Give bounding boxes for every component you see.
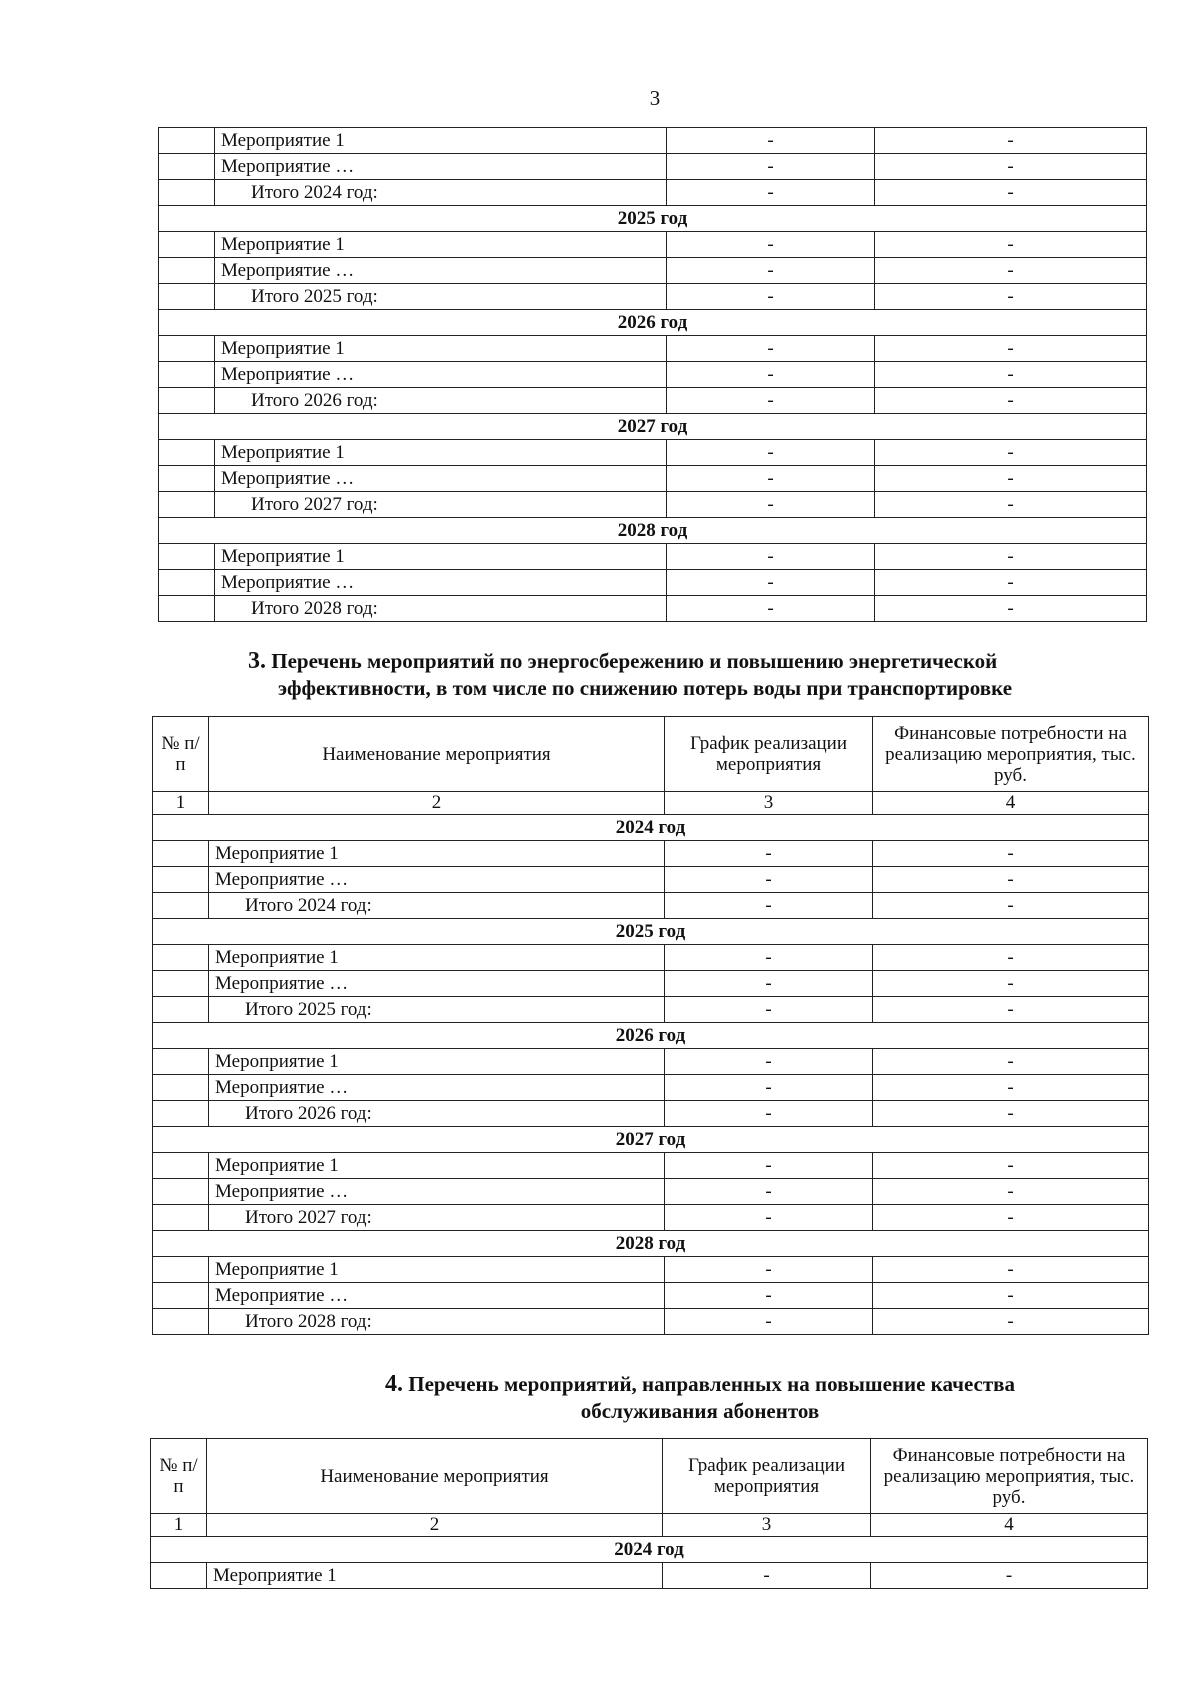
year-label: 2027 год <box>153 1127 1149 1153</box>
header-name: Наименование мероприятия <box>209 717 665 792</box>
table-row <box>153 841 1149 867</box>
finance-cell: - <box>875 362 1147 388</box>
measure-name-cell: Мероприятие … <box>215 570 667 596</box>
year-row <box>151 1537 1148 1563</box>
measure-name-cell: Мероприятие 1 <box>215 336 667 362</box>
total-row <box>159 492 1147 518</box>
measure-name-cell: Мероприятие … <box>215 362 667 388</box>
measure-name-cell: Итого 2027 год: <box>209 1205 665 1231</box>
schedule-cell: - <box>665 1153 873 1179</box>
table-row <box>159 544 1147 570</box>
measure-name-cell: Мероприятие … <box>215 466 667 492</box>
measure-name-cell: Мероприятие … <box>209 1075 665 1101</box>
section-3-title-line-1 <box>248 648 1148 675</box>
column-index-cell: 4 <box>871 1514 1148 1537</box>
measure-name-cell: Итого 2028 год: <box>215 596 667 622</box>
section-4-title-text-2: обслуживания абонентов <box>580 1399 820 1423</box>
row-number-cell <box>153 867 209 893</box>
total-row <box>153 893 1149 919</box>
schedule-cell: - <box>667 388 875 414</box>
schedule-cell: - <box>667 570 875 596</box>
row-number-cell <box>153 1283 209 1309</box>
row-number-cell <box>151 1563 207 1589</box>
schedule-cell: - <box>667 154 875 180</box>
year-row <box>153 919 1149 945</box>
finance-cell: - <box>873 1205 1149 1231</box>
row-number-cell <box>159 336 215 362</box>
finance-cell: - <box>873 1075 1149 1101</box>
schedule-cell: - <box>667 284 875 310</box>
section-3-number: 3. <box>248 648 266 674</box>
measure-name-cell: Итого 2025 год: <box>215 284 667 310</box>
measure-name-cell: Мероприятие 1 <box>215 232 667 258</box>
section-3-table <box>152 716 1149 1335</box>
total-row <box>153 1101 1149 1127</box>
column-index-cell: 1 <box>151 1514 207 1537</box>
finance-cell: - <box>875 596 1147 622</box>
schedule-cell: - <box>665 1049 873 1075</box>
measure-name-cell: Итого 2028 год: <box>209 1309 665 1335</box>
row-number-cell <box>153 893 209 919</box>
row-number-cell <box>159 570 215 596</box>
header-name: Наименование мероприятия <box>207 1439 663 1514</box>
row-number-cell <box>153 997 209 1023</box>
section-3-title <box>248 648 1148 702</box>
year-row <box>159 518 1147 544</box>
row-number-cell <box>159 440 215 466</box>
schedule-cell: - <box>663 1563 871 1589</box>
measure-name-cell: Итого 2024 год: <box>215 180 667 206</box>
year-row <box>159 414 1147 440</box>
table-row <box>159 440 1147 466</box>
column-index-cell: 2 <box>209 792 665 815</box>
total-row <box>159 388 1147 414</box>
schedule-cell: - <box>665 971 873 997</box>
table-row <box>159 466 1147 492</box>
table-row <box>159 362 1147 388</box>
year-label: 2028 год <box>159 518 1147 544</box>
year-label: 2026 год <box>159 310 1147 336</box>
row-number-cell <box>159 258 215 284</box>
continuation-table <box>158 127 1147 622</box>
measure-name-cell: Мероприятие … <box>209 1283 665 1309</box>
year-row <box>159 206 1147 232</box>
table-row <box>153 1049 1149 1075</box>
row-number-cell <box>159 180 215 206</box>
schedule-cell: - <box>667 544 875 570</box>
year-label: 2026 год <box>153 1023 1149 1049</box>
header-row <box>153 717 1149 792</box>
total-row <box>159 180 1147 206</box>
total-row <box>159 284 1147 310</box>
measure-name-cell: Мероприятие … <box>209 971 665 997</box>
schedule-cell: - <box>665 841 873 867</box>
row-number-cell <box>153 971 209 997</box>
measure-name-cell: Мероприятие 1 <box>209 841 665 867</box>
column-index-row <box>151 1514 1148 1537</box>
page-number: 3 <box>649 86 661 110</box>
measure-name-cell: Мероприятие … <box>209 867 665 893</box>
row-number-cell <box>153 841 209 867</box>
finance-cell: - <box>875 440 1147 466</box>
table-row <box>153 1075 1149 1101</box>
schedule-cell: - <box>665 1179 873 1205</box>
year-row <box>153 815 1149 841</box>
finance-cell: - <box>873 841 1149 867</box>
finance-cell: - <box>873 997 1149 1023</box>
table-row <box>153 971 1149 997</box>
row-number-cell <box>153 945 209 971</box>
finance-cell: - <box>873 1179 1149 1205</box>
row-number-cell <box>159 128 215 154</box>
total-row <box>153 1205 1149 1231</box>
schedule-cell: - <box>665 1283 873 1309</box>
finance-cell: - <box>875 466 1147 492</box>
finance-cell: - <box>873 1283 1149 1309</box>
year-label: 2028 год <box>153 1231 1149 1257</box>
row-number-cell <box>159 284 215 310</box>
table-row <box>153 867 1149 893</box>
table-row <box>159 258 1147 284</box>
header-schedule: График реализации мероприятия <box>663 1439 871 1514</box>
header-finance: Финансовые потребности на реализацию мероприятия, тыс. руб. <box>873 717 1149 792</box>
section-4-title-text-1: Перечень мероприятий, направленных на повышение качества <box>408 1372 1015 1396</box>
measure-name-cell: Итого 2024 год: <box>209 893 665 919</box>
finance-cell: - <box>873 945 1149 971</box>
finance-cell: - <box>875 232 1147 258</box>
finance-cell: - <box>875 154 1147 180</box>
finance-cell: - <box>873 971 1149 997</box>
row-number-cell <box>153 1179 209 1205</box>
finance-cell: - <box>873 893 1149 919</box>
measure-name-cell: Мероприятие 1 <box>215 544 667 570</box>
finance-cell: - <box>875 570 1147 596</box>
row-number-cell <box>159 388 215 414</box>
finance-cell: - <box>875 180 1147 206</box>
schedule-cell: - <box>667 492 875 518</box>
row-number-cell <box>153 1205 209 1231</box>
table-row <box>159 154 1147 180</box>
finance-cell: - <box>873 1049 1149 1075</box>
column-index-cell: 4 <box>873 792 1149 815</box>
section-3-title-text-2: эффективности, в том числе по снижению потерь воды при транспортировке <box>278 676 1013 700</box>
measure-name-cell: Мероприятие 1 <box>209 1153 665 1179</box>
column-index-cell: 3 <box>665 792 873 815</box>
row-number-cell <box>159 596 215 622</box>
row-number-cell <box>159 544 215 570</box>
section-4-number: 4. <box>385 1371 403 1397</box>
measure-name-cell: Итого 2027 год: <box>215 492 667 518</box>
section-4-title-line-1 <box>310 1371 1090 1398</box>
year-row <box>153 1023 1149 1049</box>
header-finance: Финансовые потребности на реализацию мероприятия, тыс. руб. <box>871 1439 1148 1514</box>
schedule-cell: - <box>667 362 875 388</box>
table-row <box>159 128 1147 154</box>
measure-name-cell: Итого 2026 год: <box>209 1101 665 1127</box>
schedule-cell: - <box>667 440 875 466</box>
finance-cell: - <box>875 492 1147 518</box>
section-4-title <box>310 1371 1090 1425</box>
row-number-cell <box>159 466 215 492</box>
schedule-cell: - <box>665 997 873 1023</box>
table-row <box>153 1257 1149 1283</box>
schedule-cell: - <box>665 1075 873 1101</box>
finance-cell: - <box>873 1257 1149 1283</box>
measure-name-cell: Мероприятие … <box>209 1179 665 1205</box>
measure-name-cell: Мероприятие 1 <box>209 1257 665 1283</box>
year-label: 2024 год <box>153 815 1149 841</box>
row-number-cell <box>159 154 215 180</box>
finance-cell: - <box>875 258 1147 284</box>
measure-name-cell: Мероприятие 1 <box>209 945 665 971</box>
measure-name-cell: Мероприятие 1 <box>209 1049 665 1075</box>
measure-name-cell: Итого 2025 год: <box>209 997 665 1023</box>
year-row <box>153 1231 1149 1257</box>
table-row <box>153 1283 1149 1309</box>
schedule-cell: - <box>665 1309 873 1335</box>
measure-name-cell: Мероприятие … <box>215 154 667 180</box>
row-number-cell <box>153 1075 209 1101</box>
finance-cell: - <box>875 284 1147 310</box>
row-number-cell <box>153 1049 209 1075</box>
schedule-cell: - <box>665 893 873 919</box>
column-index-cell: 2 <box>207 1514 663 1537</box>
schedule-cell: - <box>667 180 875 206</box>
finance-cell: - <box>875 544 1147 570</box>
finance-cell: - <box>875 388 1147 414</box>
finance-cell: - <box>873 1309 1149 1335</box>
finance-cell: - <box>873 1101 1149 1127</box>
year-label: 2024 год <box>151 1537 1148 1563</box>
table-row <box>151 1563 1148 1589</box>
row-number-cell <box>159 232 215 258</box>
measure-name-cell: Мероприятие 1 <box>207 1563 663 1589</box>
section-4-title-line-2 <box>310 1398 1090 1425</box>
header-num: № п/п <box>151 1439 207 1514</box>
section-3-title-line-2 <box>248 675 1148 702</box>
schedule-cell: - <box>667 232 875 258</box>
row-number-cell <box>159 492 215 518</box>
year-label: 2025 год <box>153 919 1149 945</box>
table-row <box>159 232 1147 258</box>
header-schedule: График реализации мероприятия <box>665 717 873 792</box>
row-number-cell <box>159 362 215 388</box>
finance-cell: - <box>875 336 1147 362</box>
header-row <box>151 1439 1148 1514</box>
measure-name-cell: Мероприятие … <box>215 258 667 284</box>
measure-name-cell: Мероприятие 1 <box>215 440 667 466</box>
schedule-cell: - <box>665 1205 873 1231</box>
schedule-cell: - <box>665 1101 873 1127</box>
column-index-row <box>153 792 1149 815</box>
year-row <box>153 1127 1149 1153</box>
row-number-cell <box>153 1309 209 1335</box>
row-number-cell <box>153 1101 209 1127</box>
total-row <box>159 596 1147 622</box>
header-num: № п/п <box>153 717 209 792</box>
measure-name-cell: Мероприятие 1 <box>215 128 667 154</box>
row-number-cell <box>153 1153 209 1179</box>
column-index-cell: 3 <box>663 1514 871 1537</box>
year-row <box>159 310 1147 336</box>
schedule-cell: - <box>667 258 875 284</box>
finance-cell: - <box>875 128 1147 154</box>
table-row <box>153 945 1149 971</box>
schedule-cell: - <box>665 867 873 893</box>
schedule-cell: - <box>667 128 875 154</box>
finance-cell: - <box>873 867 1149 893</box>
schedule-cell: - <box>665 945 873 971</box>
finance-cell: - <box>873 1153 1149 1179</box>
table-row <box>159 570 1147 596</box>
table-row <box>153 1179 1149 1205</box>
measure-name-cell: Итого 2026 год: <box>215 388 667 414</box>
section-3-title-text-1: Перечень мероприятий по энергосбережению и повышению энергетической <box>271 649 998 673</box>
section-4-table <box>150 1438 1148 1589</box>
total-row <box>153 997 1149 1023</box>
row-number-cell <box>153 1257 209 1283</box>
schedule-cell: - <box>667 596 875 622</box>
year-label: 2027 год <box>159 414 1147 440</box>
year-label: 2025 год <box>159 206 1147 232</box>
table-row <box>153 1153 1149 1179</box>
schedule-cell: - <box>665 1257 873 1283</box>
column-index-cell: 1 <box>153 792 209 815</box>
total-row <box>153 1309 1149 1335</box>
schedule-cell: - <box>667 336 875 362</box>
finance-cell: - <box>871 1563 1148 1589</box>
schedule-cell: - <box>667 466 875 492</box>
table-row <box>159 336 1147 362</box>
